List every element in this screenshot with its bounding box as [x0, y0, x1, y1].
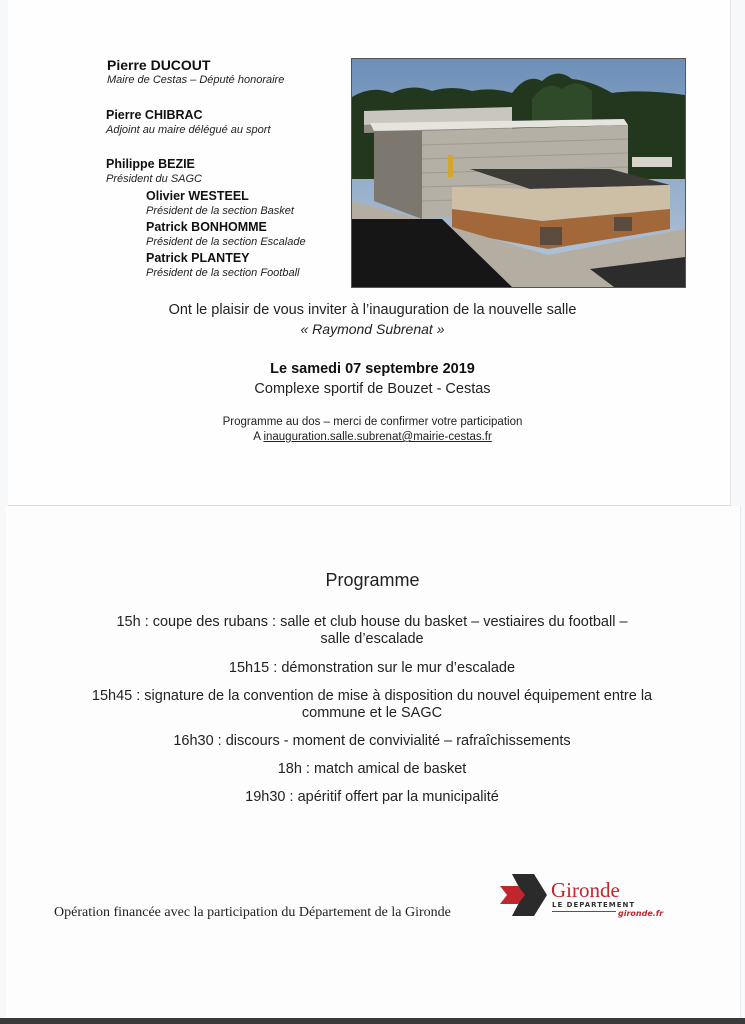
programme-item [80, 614, 664, 648]
rsvp-line [0, 431, 745, 443]
programme-item-line: 15h45 : signature de la convention de mise à disposition du nouvel équipement entre la [91, 688, 653, 704]
programme-item-line: 16h30 : discours - moment de convivialité – rafraîchissements [173, 733, 571, 749]
organizer-role: Adjoint au maire délégué au sport [106, 124, 271, 136]
rsvp-email-link[interactable]: inauguration.salle.subrenat@mairie-cestas.fr [263, 431, 492, 443]
organizer-4 [146, 189, 294, 218]
organizer-role: Président de la section Basket [146, 205, 294, 217]
sports-hall-photo [351, 58, 686, 288]
programme-item [80, 761, 664, 778]
gironde-logo-mark-icon [498, 873, 548, 919]
organizer-5 [146, 220, 306, 249]
organizer-name: Pierre CHIBRAC [106, 108, 203, 122]
organizer-2 [106, 108, 271, 137]
logo-name: Gironde [551, 878, 620, 902]
organizer-1 [107, 58, 284, 87]
invitation-line: Ont le plaisir de vous inviter à l’inauguration de la nouvelle salle [168, 302, 577, 318]
email-prefix: A [253, 431, 261, 443]
programme-item-line: salle d’escalade [320, 631, 424, 647]
organizer-name: Pierre DUCOUT [107, 57, 211, 73]
funding-note: Opération financée avec la participation du Département de la Gironde [54, 905, 451, 920]
programme-item-line: commune et le SAGC [301, 705, 443, 721]
organizer-role: Maire de Cestas – Député honoraire [107, 74, 285, 86]
programme-note: Programme au dos – merci de confirmer votre participation [222, 416, 523, 428]
programme-item [80, 733, 664, 750]
programme-item-line: 15h : coupe des rubans : salle et club house du basket – vestiaires du football – [116, 614, 628, 630]
programme-item-line: 15h15 : démonstration sur le mur d’escalade [228, 660, 516, 676]
logo-subtitle: LE DEPARTEMENT [552, 901, 636, 909]
organizer-role: Président du SAGC [106, 173, 202, 185]
programme-item-line: 19h30 : apéritif offert par la municipalité [245, 789, 499, 805]
programme-item [80, 688, 664, 722]
organizer-name: Patrick BONHOMME [146, 220, 267, 234]
organizer-6 [146, 251, 299, 280]
programme-item [80, 660, 664, 677]
organizer-role: Président de la section Escalade [146, 236, 306, 248]
event-date: Le samedi 07 septembre 2019 [270, 361, 475, 377]
programme-title: Programme [325, 570, 420, 590]
programme-item [80, 789, 664, 806]
event-venue: Complexe sportif de Bouzet - Cestas [254, 381, 491, 397]
gironde-logo [498, 871, 664, 923]
organizer-name: Philippe BEZIE [106, 157, 195, 171]
scan-edge [0, 1018, 745, 1024]
organizer-role: Président de la section Football [146, 267, 300, 279]
programme-item-line: 18h : match amical de basket [277, 761, 467, 777]
organizer-name: Patrick PLANTEY [146, 251, 250, 265]
organizer-3 [106, 157, 202, 186]
organizer-name: Olivier WESTEEL [146, 189, 249, 203]
logo-url: gironde.fr [618, 909, 664, 918]
hall-name: « Raymond Subrenat » [300, 321, 445, 337]
